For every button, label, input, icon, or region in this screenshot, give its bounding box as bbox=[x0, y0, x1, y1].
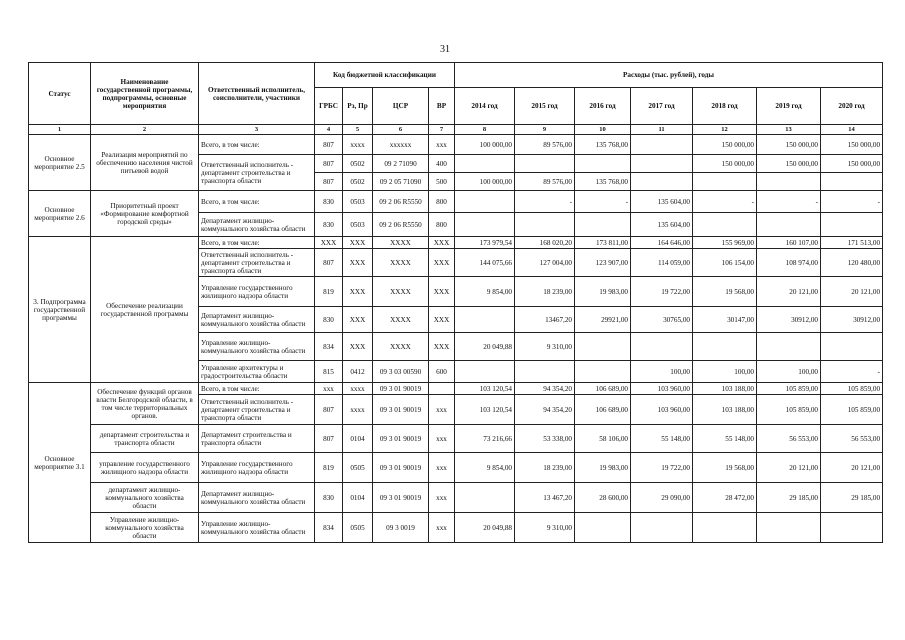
csr-cell: XXXX bbox=[373, 277, 429, 307]
column-number: 3 bbox=[199, 125, 315, 135]
year-value-cell: 28 472,00 bbox=[693, 483, 757, 513]
table-row bbox=[29, 425, 883, 453]
year-value-cell: 29 090,00 bbox=[631, 483, 693, 513]
header-code: ГРБС bbox=[315, 88, 343, 125]
year-value-cell bbox=[757, 213, 821, 237]
csr-cell: 09 2 06 R5550 bbox=[373, 191, 429, 213]
year-value-cell: 106 689,00 bbox=[575, 395, 631, 425]
rzpr-cell: 0503 bbox=[343, 191, 373, 213]
csr-cell: 09 3 01 90019 bbox=[373, 383, 429, 395]
executor-cell: Управление архитектуры и градостроительства области bbox=[199, 361, 315, 383]
year-value-cell: 150 000,00 bbox=[757, 155, 821, 173]
year-value-cell bbox=[515, 213, 575, 237]
rzpr-cell: 0502 bbox=[343, 173, 373, 191]
header-budget-code: Код бюджетной классификации bbox=[315, 63, 455, 88]
year-value-cell: 150 000,00 bbox=[693, 135, 757, 155]
year-value-cell bbox=[693, 333, 757, 361]
year-value-cell: 173 979,54 bbox=[455, 237, 515, 249]
csr-cell: XXXX bbox=[373, 307, 429, 333]
executor-cell: Департамент жилищно-коммунального хозяйства области bbox=[199, 307, 315, 333]
table-row bbox=[29, 237, 883, 249]
year-value-cell: - bbox=[821, 191, 883, 213]
year-value-cell: - bbox=[515, 191, 575, 213]
year-value-cell bbox=[455, 191, 515, 213]
vr-cell: 800 bbox=[429, 213, 455, 237]
year-value-cell bbox=[631, 155, 693, 173]
year-value-cell: 19 983,00 bbox=[575, 453, 631, 483]
year-value-cell bbox=[631, 513, 693, 543]
year-value-cell: 58 106,00 bbox=[575, 425, 631, 453]
year-value-cell: 30765,00 bbox=[631, 307, 693, 333]
grbs-cell: 815 bbox=[315, 361, 343, 383]
vr-cell: 500 bbox=[429, 173, 455, 191]
year-value-cell bbox=[575, 333, 631, 361]
rzpr-cell: 0502 bbox=[343, 155, 373, 173]
rzpr-cell: 0412 bbox=[343, 361, 373, 383]
year-value-cell: 135 604,00 bbox=[631, 213, 693, 237]
year-value-cell: 9 854,00 bbox=[455, 277, 515, 307]
year-value-cell bbox=[455, 361, 515, 383]
vr-cell: 600 bbox=[429, 361, 455, 383]
column-number: 9 bbox=[515, 125, 575, 135]
name-cell: Реализация мероприятий по обеспечению населения чистой питьевой водой bbox=[91, 135, 199, 191]
executor-cell: Всего, в том числе: bbox=[199, 383, 315, 395]
year-value-cell: 20 049,88 bbox=[455, 333, 515, 361]
csr-cell: 09 3 01 90019 bbox=[373, 395, 429, 425]
table-row bbox=[29, 483, 883, 513]
year-value-cell: 108 974,00 bbox=[757, 249, 821, 277]
year-value-cell: 100,00 bbox=[631, 361, 693, 383]
executor-cell: Департамент строительства и транспорта области bbox=[199, 425, 315, 453]
year-value-cell bbox=[757, 173, 821, 191]
year-value-cell: 114 059,00 bbox=[631, 249, 693, 277]
year-value-cell: 30147,00 bbox=[693, 307, 757, 333]
executor-cell: Управление государственного жилищного надзора области bbox=[199, 453, 315, 483]
grbs-cell: 807 bbox=[315, 173, 343, 191]
rzpr-cell: 0104 bbox=[343, 483, 373, 513]
executor-cell: Департамент жилищно-коммунального хозяйства области bbox=[199, 483, 315, 513]
vr-cell: ххх bbox=[429, 135, 455, 155]
year-value-cell: 19 983,00 bbox=[575, 277, 631, 307]
year-value-cell: 56 553,00 bbox=[757, 425, 821, 453]
year-value-cell bbox=[515, 361, 575, 383]
year-value-cell: 29 185,00 bbox=[757, 483, 821, 513]
csr-cell: XXXX bbox=[373, 249, 429, 277]
year-value-cell bbox=[575, 155, 631, 173]
vr-cell: ххх bbox=[429, 483, 455, 513]
executor-cell: Всего, в том числе: bbox=[199, 237, 315, 249]
year-value-cell: 94 354,20 bbox=[515, 395, 575, 425]
grbs-cell: 834 bbox=[315, 333, 343, 361]
year-value-cell: 144 075,66 bbox=[455, 249, 515, 277]
year-value-cell bbox=[757, 333, 821, 361]
header-year: 2018 год bbox=[693, 88, 757, 125]
column-number-row bbox=[29, 125, 883, 135]
column-number: 13 bbox=[757, 125, 821, 135]
vr-cell: ххх bbox=[429, 425, 455, 453]
subname-cell: Управление жилищно-коммунального хозяйства области bbox=[91, 513, 199, 543]
rzpr-cell: хххх bbox=[343, 383, 373, 395]
year-value-cell: 135 768,00 bbox=[575, 135, 631, 155]
executor-cell: Всего, в том числе: bbox=[199, 135, 315, 155]
csr-cell: 09 3 01 90019 bbox=[373, 453, 429, 483]
vr-cell: 400 bbox=[429, 155, 455, 173]
header-code: ВР bbox=[429, 88, 455, 125]
year-value-cell: 94 354,20 bbox=[515, 383, 575, 395]
rzpr-cell: XXX bbox=[343, 307, 373, 333]
year-value-cell bbox=[455, 307, 515, 333]
header-code: ЦСР bbox=[373, 88, 429, 125]
grbs-cell: 830 bbox=[315, 483, 343, 513]
header-year: 2014 год bbox=[455, 88, 515, 125]
year-value-cell: 9 854,00 bbox=[455, 453, 515, 483]
vr-cell: XXX bbox=[429, 277, 455, 307]
grbs-cell: 807 bbox=[315, 135, 343, 155]
year-value-cell: - bbox=[575, 191, 631, 213]
year-value-cell bbox=[631, 333, 693, 361]
header-expenses: Расходы (тыс. рублей), годы bbox=[455, 63, 883, 88]
year-value-cell bbox=[821, 213, 883, 237]
year-value-cell: 28 600,00 bbox=[575, 483, 631, 513]
year-value-cell: 20 121,00 bbox=[757, 453, 821, 483]
column-number: 11 bbox=[631, 125, 693, 135]
header-year: 2016 год bbox=[575, 88, 631, 125]
page-number: 31 bbox=[440, 44, 450, 55]
column-number: 2 bbox=[91, 125, 199, 135]
year-value-cell: 100,00 bbox=[693, 361, 757, 383]
csr-cell: 09 3 01 90019 bbox=[373, 483, 429, 513]
name-cell: Обеспечение функций органов власти Белгородской области, в том числе территориальных органов. bbox=[91, 383, 199, 425]
year-value-cell bbox=[821, 333, 883, 361]
year-value-cell: 150 000,00 bbox=[693, 155, 757, 173]
vr-cell: XXX bbox=[429, 307, 455, 333]
grbs-cell: 807 bbox=[315, 249, 343, 277]
vr-cell: XXX bbox=[429, 249, 455, 277]
csr-cell: XXXX bbox=[373, 237, 429, 249]
year-value-cell: 19 568,00 bbox=[693, 453, 757, 483]
grbs-cell: 807 bbox=[315, 425, 343, 453]
vr-cell: 800 bbox=[429, 191, 455, 213]
year-value-cell: 103 960,00 bbox=[631, 383, 693, 395]
year-value-cell: 103 960,00 bbox=[631, 395, 693, 425]
year-value-cell bbox=[821, 513, 883, 543]
rzpr-cell: хххх bbox=[343, 395, 373, 425]
grbs-cell: ххх bbox=[315, 383, 343, 395]
vr-cell bbox=[429, 383, 455, 395]
year-value-cell: 127 004,00 bbox=[515, 249, 575, 277]
grbs-cell: 830 bbox=[315, 213, 343, 237]
rzpr-cell: хххх bbox=[343, 135, 373, 155]
year-value-cell bbox=[515, 155, 575, 173]
rzpr-cell: 0104 bbox=[343, 425, 373, 453]
year-value-cell bbox=[455, 483, 515, 513]
year-value-cell bbox=[693, 173, 757, 191]
year-value-cell: 29921,00 bbox=[575, 307, 631, 333]
column-number: 12 bbox=[693, 125, 757, 135]
year-value-cell bbox=[455, 213, 515, 237]
year-value-cell: 18 239,00 bbox=[515, 453, 575, 483]
year-value-cell bbox=[821, 173, 883, 191]
year-value-cell: 20 121,00 bbox=[821, 277, 883, 307]
table-row bbox=[29, 513, 883, 543]
grbs-cell: XXX bbox=[315, 237, 343, 249]
year-value-cell: 103 120,54 bbox=[455, 383, 515, 395]
subname-cell: департамент строительства и транспорта области bbox=[91, 425, 199, 453]
name-cell: Приоритетный проект «Формирование комфортной городской среды» bbox=[91, 191, 199, 237]
rzpr-cell: 0505 bbox=[343, 453, 373, 483]
table-row bbox=[29, 453, 883, 483]
executor-cell: Ответственный исполнитель - департамент строительства и транспорта области bbox=[199, 249, 315, 277]
status-cell: Основное мероприятие 2.5 bbox=[29, 135, 91, 191]
year-value-cell bbox=[631, 135, 693, 155]
column-number: 14 bbox=[821, 125, 883, 135]
budget-table bbox=[28, 62, 883, 543]
rzpr-cell: XXX bbox=[343, 237, 373, 249]
year-value-cell: 150 000,00 bbox=[821, 155, 883, 173]
year-value-cell: 13 467,20 bbox=[515, 483, 575, 513]
year-value-cell: 164 646,00 bbox=[631, 237, 693, 249]
year-value-cell: 55 148,00 bbox=[631, 425, 693, 453]
csr-cell: XXXX bbox=[373, 333, 429, 361]
year-value-cell: 123 907,00 bbox=[575, 249, 631, 277]
year-value-cell: 55 148,00 bbox=[693, 425, 757, 453]
year-value-cell: 100 000,00 bbox=[455, 135, 515, 155]
year-value-cell bbox=[693, 513, 757, 543]
executor-cell: Ответственный исполнитель - департамент строительства и транспорта области bbox=[199, 395, 315, 425]
year-value-cell bbox=[455, 155, 515, 173]
executor-cell: Управление жилищно-коммунального хозяйства области bbox=[199, 513, 315, 543]
year-value-cell: 20 049,88 bbox=[455, 513, 515, 543]
year-value-cell: 53 338,00 bbox=[515, 425, 575, 453]
year-value-cell: 19 722,00 bbox=[631, 453, 693, 483]
vr-cell: XXX bbox=[429, 237, 455, 249]
year-value-cell: 30912,00 bbox=[821, 307, 883, 333]
column-number: 6 bbox=[373, 125, 429, 135]
csr-cell: 09 2 71090 bbox=[373, 155, 429, 173]
rzpr-cell: XXX bbox=[343, 249, 373, 277]
subname-cell: управление государственного жилищного надзора области bbox=[91, 453, 199, 483]
column-number: 7 bbox=[429, 125, 455, 135]
year-value-cell: 105 859,00 bbox=[821, 395, 883, 425]
year-value-cell: 100 000,00 bbox=[455, 173, 515, 191]
grbs-cell: 830 bbox=[315, 307, 343, 333]
year-value-cell: 29 185,00 bbox=[821, 483, 883, 513]
vr-cell: ххх bbox=[429, 395, 455, 425]
executor-cell: Ответственный исполнитель - департамент строительства и транспорта области bbox=[199, 155, 315, 191]
column-number: 8 bbox=[455, 125, 515, 135]
executor-cell: Управление государственного жилищного надзора области bbox=[199, 277, 315, 307]
year-value-cell: 9 310,00 bbox=[515, 513, 575, 543]
year-value-cell: 150 000,00 bbox=[757, 135, 821, 155]
table-row bbox=[29, 383, 883, 395]
year-value-cell: 20 121,00 bbox=[757, 277, 821, 307]
table-row bbox=[29, 191, 883, 213]
year-value-cell bbox=[575, 513, 631, 543]
year-value-cell: 135 604,00 bbox=[631, 191, 693, 213]
year-value-cell: 19 568,00 bbox=[693, 277, 757, 307]
column-number: 1 bbox=[29, 125, 91, 135]
year-value-cell bbox=[693, 213, 757, 237]
year-value-cell: 105 859,00 bbox=[821, 383, 883, 395]
vr-cell: ххх bbox=[429, 453, 455, 483]
rzpr-cell: 0503 bbox=[343, 213, 373, 237]
year-value-cell: - bbox=[693, 191, 757, 213]
year-value-cell: 89 576,00 bbox=[515, 173, 575, 191]
year-value-cell: - bbox=[821, 361, 883, 383]
year-value-cell: 13467,20 bbox=[515, 307, 575, 333]
year-value-cell: 160 107,00 bbox=[757, 237, 821, 249]
name-cell: Обеспечение реализации государственной программы bbox=[91, 237, 199, 383]
grbs-cell: 830 bbox=[315, 191, 343, 213]
year-value-cell: 105 859,00 bbox=[757, 383, 821, 395]
year-value-cell: 19 722,00 bbox=[631, 277, 693, 307]
column-number: 5 bbox=[343, 125, 373, 135]
column-number: 10 bbox=[575, 125, 631, 135]
header-year: 2015 год bbox=[515, 88, 575, 125]
grbs-cell: 819 bbox=[315, 277, 343, 307]
header-year: 2019 год bbox=[757, 88, 821, 125]
year-value-cell: 106 154,00 bbox=[693, 249, 757, 277]
rzpr-cell: XXX bbox=[343, 277, 373, 307]
year-value-cell: 106 689,00 bbox=[575, 383, 631, 395]
executor-cell: Управление жилищно-коммунального хозяйства области bbox=[199, 333, 315, 361]
rzpr-cell: 0505 bbox=[343, 513, 373, 543]
year-value-cell: 18 239,00 bbox=[515, 277, 575, 307]
year-value-cell: 135 768,00 bbox=[575, 173, 631, 191]
year-value-cell bbox=[631, 173, 693, 191]
csr-cell: 09 3 01 90019 bbox=[373, 425, 429, 453]
year-value-cell: 105 859,00 bbox=[757, 395, 821, 425]
csr-cell: 09 2 05 71090 bbox=[373, 173, 429, 191]
vr-cell: XXX bbox=[429, 333, 455, 361]
header-year: 2017 год bbox=[631, 88, 693, 125]
year-value-cell: 56 553,00 bbox=[821, 425, 883, 453]
subname-cell: департамент жилищно-коммунального хозяйства области bbox=[91, 483, 199, 513]
executor-cell: Департамент жилищно-коммунального хозяйства области bbox=[199, 213, 315, 237]
csr-cell: 09 2 06 R5550 bbox=[373, 213, 429, 237]
status-cell: 3. Подпрограмма государственной программы bbox=[29, 237, 91, 383]
year-value-cell: 20 121,00 bbox=[821, 453, 883, 483]
year-value-cell: 9 310,00 bbox=[515, 333, 575, 361]
year-value-cell: 173 811,00 bbox=[575, 237, 631, 249]
header-name: Наименование государственной программы, подпрограммы, основные мероприятия bbox=[91, 63, 199, 125]
header-code: Рз, Пр bbox=[343, 88, 373, 125]
year-value-cell: 155 969,00 bbox=[693, 237, 757, 249]
header-status: Статус bbox=[29, 63, 91, 125]
year-value-cell: 103 188,00 bbox=[693, 395, 757, 425]
rzpr-cell: XXX bbox=[343, 333, 373, 361]
year-value-cell: 103 188,00 bbox=[693, 383, 757, 395]
year-value-cell: 89 576,00 bbox=[515, 135, 575, 155]
year-value-cell: 150 000,00 bbox=[821, 135, 883, 155]
table-row bbox=[29, 135, 883, 155]
year-value-cell: - bbox=[757, 191, 821, 213]
header-year: 2020 год bbox=[821, 88, 883, 125]
csr-cell: 09 3 0019 bbox=[373, 513, 429, 543]
year-value-cell: 100,00 bbox=[757, 361, 821, 383]
year-value-cell: 103 120,54 bbox=[455, 395, 515, 425]
grbs-cell: 807 bbox=[315, 155, 343, 173]
grbs-cell: 819 bbox=[315, 453, 343, 483]
column-number: 4 bbox=[315, 125, 343, 135]
csr-cell: хххххх bbox=[373, 135, 429, 155]
year-value-cell bbox=[575, 361, 631, 383]
year-value-cell: 120 480,00 bbox=[821, 249, 883, 277]
status-cell: Основное мероприятие 3.1 bbox=[29, 383, 91, 543]
grbs-cell: 834 bbox=[315, 513, 343, 543]
grbs-cell: 807 bbox=[315, 395, 343, 425]
year-value-cell: 171 513,00 bbox=[821, 237, 883, 249]
status-cell: Основное мероприятие 2.6 bbox=[29, 191, 91, 237]
year-value-cell bbox=[575, 213, 631, 237]
csr-cell: 09 3 03 00590 bbox=[373, 361, 429, 383]
executor-cell: Всего, в том числе: bbox=[199, 191, 315, 213]
year-value-cell bbox=[757, 513, 821, 543]
vr-cell: ххх bbox=[429, 513, 455, 543]
year-value-cell: 168 020,20 bbox=[515, 237, 575, 249]
year-value-cell: 30912,00 bbox=[757, 307, 821, 333]
header-executor: Ответственный исполнитель, соисполнители, участники bbox=[199, 63, 315, 125]
year-value-cell: 73 216,66 bbox=[455, 425, 515, 453]
